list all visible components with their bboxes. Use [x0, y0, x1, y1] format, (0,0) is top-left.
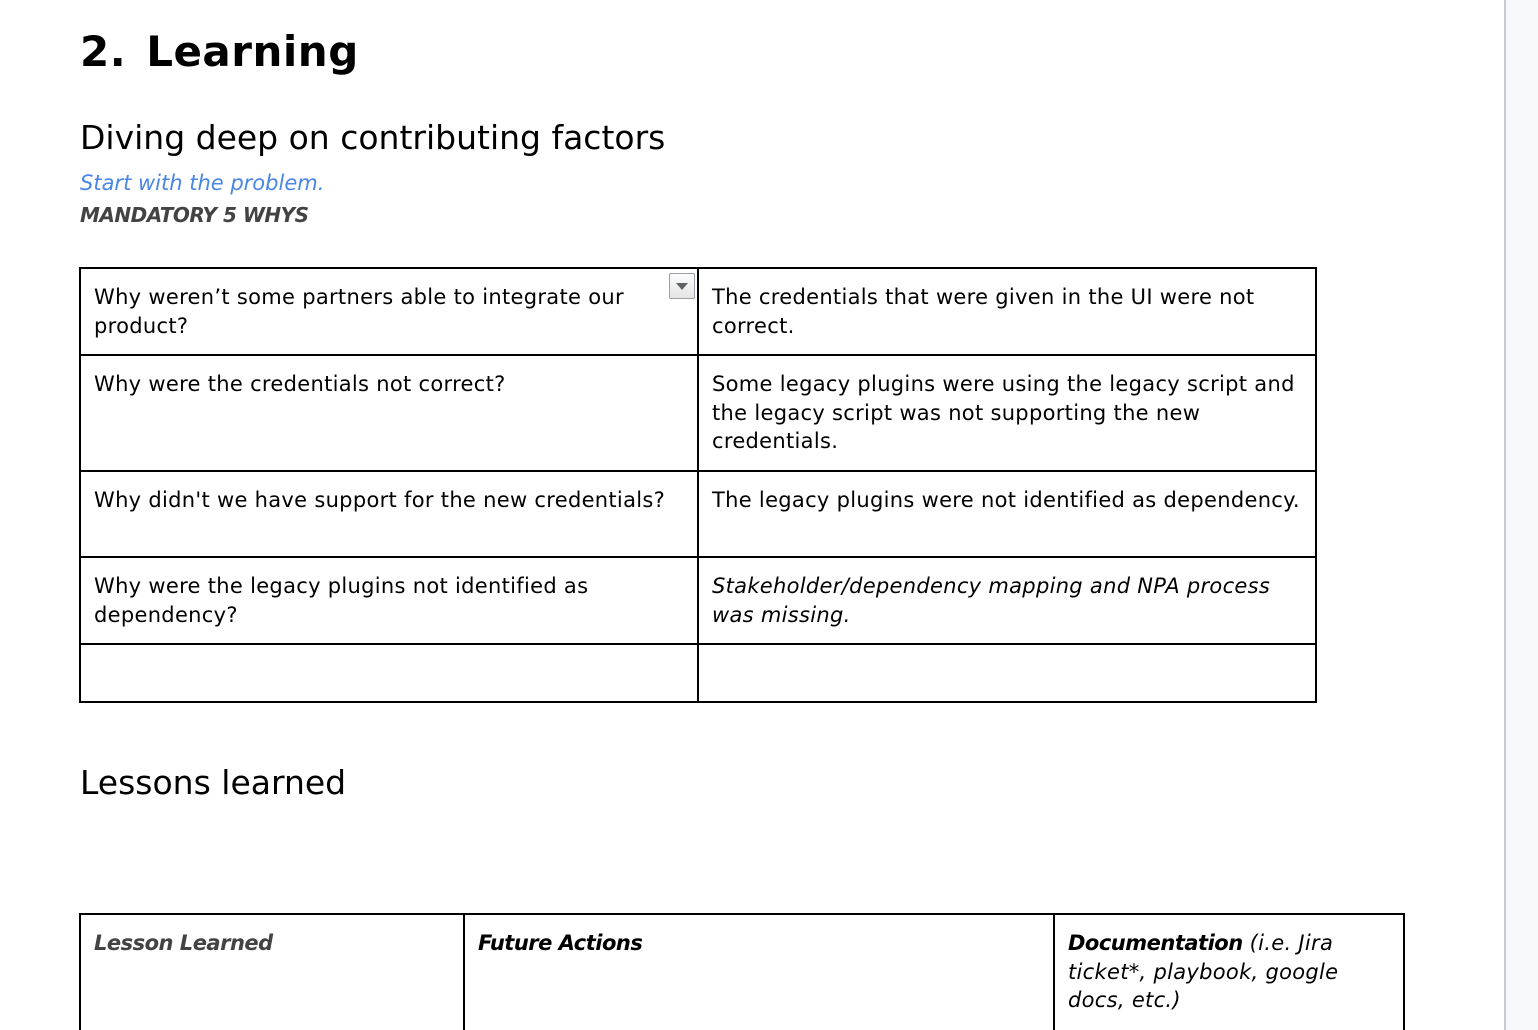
- chevron-down-icon[interactable]: [669, 273, 695, 299]
- section-title: Learning: [146, 27, 359, 76]
- table-header-row: [80, 914, 1404, 1030]
- table-row: [80, 557, 1316, 644]
- table-row: [80, 268, 1316, 355]
- diving-heading: Diving deep on contributing factors: [80, 118, 666, 157]
- documentation-header[interactable]: [1054, 914, 1404, 1030]
- why-question-cell[interactable]: [80, 268, 698, 355]
- section-number: 2.: [80, 27, 127, 76]
- why-question-cell[interactable]: [80, 355, 698, 471]
- table-row: [80, 471, 1316, 557]
- table-row: [80, 644, 1316, 702]
- why-question-cell[interactable]: [80, 644, 698, 702]
- why-answer-cell[interactable]: [698, 557, 1316, 644]
- why-question-text: Why weren’t some partners able to integrate our product?: [94, 285, 624, 338]
- documentation-label: Documentation: [1068, 931, 1243, 955]
- why-answer-text: Some legacy plugins were using the legacy script and the legacy script was not supporting the new credentials.: [712, 372, 1295, 453]
- why-answer-cell[interactable]: [698, 471, 1316, 557]
- five-whys-table: [79, 267, 1317, 703]
- why-answer-text: The credentials that were given in the UI were not correct.: [712, 285, 1255, 338]
- lessons-heading: Lessons learned: [80, 763, 347, 802]
- why-answer-cell[interactable]: [698, 644, 1316, 702]
- page-margin: [1506, 0, 1538, 1030]
- future-actions-label: Future Actions: [478, 931, 643, 955]
- why-answer-cell[interactable]: [698, 355, 1316, 471]
- why-question-cell[interactable]: [80, 557, 698, 644]
- why-question-text: Why were the credentials not correct?: [94, 372, 506, 396]
- page-edge-divider: [1504, 0, 1506, 1030]
- lessons-table: [79, 913, 1405, 1030]
- hint-text: Start with the problem.: [80, 171, 325, 195]
- lesson-learned-header[interactable]: [80, 914, 464, 1030]
- lesson-learned-label: Lesson Learned: [94, 931, 273, 955]
- documentation-examples: (i.e. Jira ticket*, playbook, google docs, etc.): [1068, 931, 1339, 1012]
- table-row: [80, 355, 1316, 471]
- future-actions-header[interactable]: [464, 914, 1054, 1030]
- why-answer-text: Stakeholder/dependency mapping and NPA process was missing.: [712, 574, 1271, 627]
- mandatory-label: MANDATORY 5 WHYS: [80, 203, 309, 227]
- why-question-cell[interactable]: [80, 471, 698, 557]
- why-answer-text: The legacy plugins were not identified as dependency.: [712, 488, 1300, 512]
- why-question-text: Why were the legacy plugins not identified as dependency?: [94, 574, 589, 627]
- why-question-text: Why didn't we have support for the new credentials?: [94, 488, 666, 512]
- why-answer-cell[interactable]: [698, 268, 1316, 355]
- section-heading: [80, 22, 359, 82]
